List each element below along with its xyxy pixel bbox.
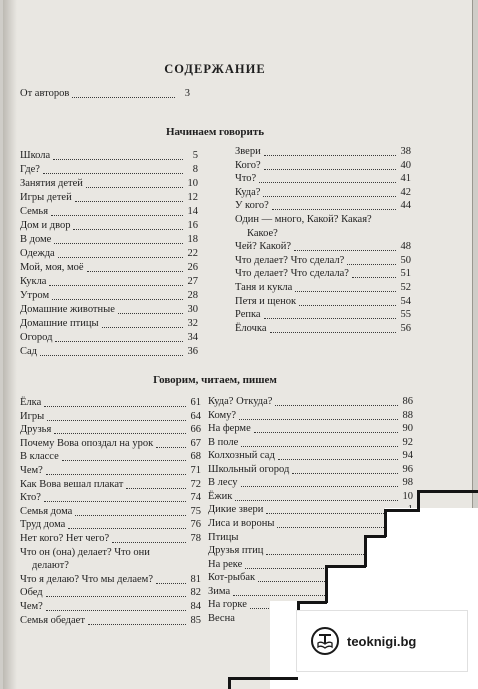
dot-leader [40, 355, 183, 356]
toc-entry-page: 41 [400, 173, 411, 185]
toc-entry [20, 411, 201, 423]
toc-entry-page: 81 [190, 573, 201, 585]
toc-entry [235, 160, 411, 172]
toc-entry-label: Игры [20, 410, 45, 422]
toc-entry-label: Игры детей [20, 192, 72, 203]
toc-entry-page: 36 [187, 346, 198, 357]
dot-leader [259, 182, 396, 183]
toc-entry-label: Где? [20, 164, 40, 175]
toc-entry-label: Семья дома [20, 505, 73, 517]
toc-entry-page: 14 [187, 206, 198, 217]
overlay-edge [418, 490, 478, 493]
dot-leader [235, 500, 398, 501]
toc-entry-label: Куда? Откуда? [208, 396, 273, 407]
toc-entry-label: Куда? [235, 186, 261, 198]
toc-entry-label: Звери [235, 146, 261, 157]
toc-entry-page: 55 [400, 309, 411, 321]
toc-entry [20, 533, 201, 545]
toc-entry-label: Как Вова вешал плакат [20, 478, 124, 490]
dot-leader [241, 486, 398, 487]
toc-entry-page: 78 [190, 533, 201, 544]
dot-leader [272, 209, 396, 210]
toc-entry-label: Мой, моя, моё [20, 262, 84, 273]
dot-leader [112, 542, 186, 543]
toc-entry-page: 51 [400, 268, 411, 280]
toc-entry-label: Дом и двор [20, 220, 71, 231]
toc-entry-label: Занятия детей [20, 178, 83, 189]
dot-leader [102, 327, 183, 328]
dot-leader [263, 196, 396, 197]
dot-leader [75, 201, 183, 202]
dot-leader [55, 341, 183, 342]
overlay-edge [228, 677, 298, 680]
toc-entry-page: 10 [187, 178, 198, 189]
toc-entry [235, 214, 411, 226]
toc-entry-label: Таня и кукла [235, 282, 293, 293]
toc-entry-label: Что делает? Что сделала? [235, 268, 349, 280]
dot-leader [43, 173, 183, 174]
dot-leader [46, 474, 186, 475]
overlay-edge [365, 535, 386, 538]
dot-leader [156, 447, 186, 448]
toc-entry-label: В доме [20, 234, 52, 245]
toc-entry [208, 491, 413, 503]
dot-leader [44, 501, 186, 502]
toc-entry-page: 66 [190, 424, 201, 436]
toc-entry [20, 332, 198, 344]
toc-entry-page: 64 [190, 410, 201, 422]
toc-entry-label: Кукла [20, 276, 47, 287]
overlay-edge [298, 601, 327, 604]
toc-entry-label: Чем? [20, 465, 43, 476]
toc-entry-page: 26 [187, 262, 198, 273]
toc-entry [235, 309, 411, 321]
toc-entry-page: 42 [400, 186, 411, 198]
toc-entry [20, 479, 201, 491]
toc-entry [20, 150, 198, 162]
toc-entry-label: Кому? [208, 409, 237, 421]
toc-entry-label: Школа [20, 150, 51, 161]
toc-entry-label: Что? [235, 173, 257, 185]
toc-entry-page: 40 [400, 159, 411, 171]
dot-leader [88, 624, 186, 625]
toc-entry [20, 451, 201, 463]
toc-entry [20, 346, 198, 358]
toc-entry-label: Что он (она) делает? Что они [20, 546, 150, 558]
dot-leader [295, 291, 396, 292]
toc-entry-label: Почему Вова опоздал на урок [20, 437, 154, 449]
toc-entry [235, 146, 411, 158]
toc-entry-label: Какое? [247, 227, 278, 239]
toc-entry-page: 88 [402, 409, 413, 421]
toc-entry-label: Лиса и вороны [208, 517, 275, 529]
toc-entry-label: От авторов [20, 88, 70, 99]
dot-leader [72, 97, 175, 98]
toc-entry-label: Одежда [20, 248, 55, 259]
toc-entry-label: Ёлочка [235, 322, 267, 334]
toc-entry [20, 587, 201, 599]
toc-entry-page: 12 [187, 192, 198, 203]
toc-entry-label: Репка [235, 309, 261, 321]
toc-entry-label: Кот-рыбак [208, 572, 256, 584]
dot-leader [54, 243, 183, 244]
page-title: СОДЕРЖАНИЕ [164, 62, 266, 76]
toc-entry [20, 438, 201, 450]
toc-entry-label: На реке [208, 558, 243, 570]
dot-leader [51, 215, 183, 216]
toc-entry [20, 276, 198, 288]
toc-entry-page: 18 [187, 234, 198, 245]
toc-entry-page: 8 [192, 164, 198, 175]
toc-entry-label: Школьный огород [208, 463, 290, 475]
teoknigi-logo [296, 610, 468, 672]
toc-entry-page: 92 [402, 436, 413, 448]
dot-leader [266, 513, 398, 514]
toc-entry-label: Зима [208, 585, 231, 597]
dot-leader [68, 528, 186, 529]
toc-entry-label: Кто? [20, 492, 41, 504]
toc-entry [20, 397, 201, 409]
toc-entry-label: Нет кого? Нет чего? [20, 533, 110, 544]
dot-leader [292, 473, 398, 474]
toc-entry [208, 464, 413, 476]
toc-entry-label: Друзья птиц [208, 545, 264, 557]
toc-entry [20, 615, 201, 627]
toc-entry [208, 437, 413, 449]
toc-entry [208, 423, 413, 435]
toc-entry-page: 3 [184, 88, 190, 99]
toc-entry-page: 27 [187, 276, 198, 287]
toc-entry [20, 164, 198, 176]
toc-entry [20, 547, 201, 559]
toc-entry-label: Петя и щенок [235, 295, 297, 307]
dot-leader [241, 446, 398, 447]
dot-leader [118, 313, 183, 314]
dot-leader [62, 460, 186, 461]
toc-entry [235, 296, 411, 308]
toc-entry-label: Ёлка [20, 397, 42, 408]
toc-entry [208, 410, 413, 422]
toc-entry [20, 601, 201, 613]
toc-entry-page: 68 [190, 451, 201, 463]
toc-entry-label: Утром [20, 290, 50, 301]
toc-entry-label: Птицы [208, 531, 239, 543]
toc-entry [208, 450, 413, 462]
dot-leader [275, 405, 398, 406]
dot-leader [299, 305, 396, 306]
toc-entry-label: Дикие звери [208, 504, 264, 516]
overlay-edge [325, 565, 328, 603]
toc-entry [235, 268, 411, 280]
toc-entry [20, 318, 198, 330]
toc-entry [20, 304, 198, 316]
dot-leader [58, 257, 183, 258]
toc-entry [235, 323, 411, 335]
toc-entry-page: 67 [190, 437, 201, 449]
dot-leader [87, 271, 183, 272]
overlay-edge [326, 565, 366, 568]
toc-entry [20, 220, 198, 232]
toc-entry [20, 519, 201, 531]
toc-entry [20, 465, 201, 477]
toc-entry [235, 282, 411, 294]
toc-entry-page: 5 [192, 150, 198, 161]
toc-entry [20, 262, 198, 274]
toc-entry-page: 98 [402, 477, 413, 489]
toc-entry-label: На ферме [208, 423, 251, 435]
dot-leader [73, 229, 183, 230]
overlay-edge [364, 535, 367, 567]
toc-entry-label: делают? [32, 560, 69, 572]
toc-entry-label: Весна [208, 612, 235, 624]
toc-entry-page: 22 [187, 248, 198, 259]
toc-entry [235, 200, 411, 212]
toc-entry-label: В классе [20, 451, 59, 463]
toc-entry-label: В поле [208, 436, 239, 448]
toc-entry-page: 86 [402, 396, 413, 407]
toc-entry-page: 52 [400, 282, 411, 293]
section-title-2: Говорим, читаем, пишем [153, 374, 277, 386]
toc-entry-label: Сад [20, 346, 38, 357]
toc-entry [208, 477, 413, 489]
toc-entry-page: 34 [187, 332, 198, 343]
toc-entry [20, 492, 201, 504]
toc-entry [235, 255, 411, 267]
toc-entry-page: 96 [402, 463, 413, 475]
toc-entry-page: 84 [190, 601, 201, 612]
dot-leader [254, 432, 398, 433]
toc-entry [208, 504, 413, 516]
dot-leader [47, 420, 186, 421]
toc-entry [20, 178, 198, 190]
toc-entry-label: Кого? [235, 159, 261, 171]
toc-entry-label: Семья [20, 206, 49, 217]
toc-entry-page: 48 [400, 241, 411, 253]
dot-leader [46, 596, 186, 597]
dot-leader [53, 159, 183, 160]
toc-entry-label: Друзья [20, 424, 52, 436]
dot-leader [46, 610, 186, 611]
dot-leader [264, 318, 396, 319]
toc-entry-label: Обед [20, 587, 43, 599]
toc-entry-label: Что делает? Что сделал? [235, 254, 345, 266]
overlay-edge [384, 509, 387, 537]
toc-entry-intro [20, 88, 190, 100]
dot-leader [294, 250, 396, 251]
toc-entry-label: На горке [208, 599, 247, 611]
toc-entry-label: Домашние животные [20, 304, 115, 315]
toc-entry-label: Колхозный сад [208, 450, 275, 462]
dot-leader [352, 277, 396, 278]
toc-entry-page: 75 [190, 505, 201, 517]
dot-leader [278, 459, 398, 460]
toc-entry-page: 38 [400, 146, 411, 157]
dot-leader [239, 419, 398, 420]
toc-entry-page: 85 [190, 614, 201, 626]
toc-entry [20, 206, 198, 218]
toc-entry-page: 94 [402, 450, 413, 462]
toc-entry-label: Семья обедает [20, 614, 85, 626]
dot-leader [264, 169, 396, 170]
toc-entry [20, 424, 201, 436]
toc-entry-label: Один — много, Какой? Какая? [235, 214, 372, 225]
toc-entry-page: 30 [187, 304, 198, 315]
toc-entry-page: 72 [190, 478, 201, 490]
toc-entry [235, 241, 411, 253]
toc-entry [235, 173, 411, 185]
toc-entry-page: 76 [190, 519, 201, 531]
toc-entry-page: 61 [190, 397, 201, 408]
toc-entry-page: 71 [190, 465, 201, 476]
dot-leader [54, 433, 186, 434]
overlay-edge [385, 509, 419, 512]
toc-entry [20, 248, 198, 260]
toc-entry-label: В лесу [208, 477, 238, 489]
toc-entry-page: 44 [400, 200, 411, 212]
toc-entry-label: У кого? [235, 200, 269, 212]
dot-leader [347, 264, 396, 265]
toc-entry-label: Ёжик [208, 490, 233, 502]
toc-entry [20, 574, 201, 586]
toc-entry-page: 90 [402, 423, 413, 435]
toc-entry-page: 82 [190, 587, 201, 599]
toc-entry-page: 54 [400, 295, 411, 307]
toc-entry-page: 10 [402, 490, 413, 502]
dot-leader [86, 187, 183, 188]
toc-entry [20, 234, 198, 246]
dot-leader [126, 488, 186, 489]
toc-entry-page: 50 [400, 254, 411, 266]
toc-entry-label: Огород [20, 332, 53, 343]
section-title-1: Начинаем говорить [165, 126, 265, 138]
toc-entry-page: 56 [400, 322, 411, 334]
dot-leader [44, 406, 186, 407]
toc-entry-page: 32 [187, 318, 198, 329]
dot-leader [156, 583, 186, 584]
toc-entry-label: Домашние птицы [20, 318, 99, 329]
toc-entry-page: 28 [187, 290, 198, 301]
toc-entry-label: Труд дома [20, 519, 66, 531]
toc-entry-label: Что я делаю? Что мы делаем? [20, 573, 153, 585]
toc-entry [208, 396, 413, 408]
dot-leader [277, 527, 398, 528]
book-t-icon [311, 627, 339, 655]
dot-leader [75, 515, 186, 516]
toc-entry [235, 187, 411, 199]
toc-entry [208, 518, 413, 530]
toc-entry-page: 74 [190, 492, 201, 504]
dot-leader [49, 285, 183, 286]
toc-entry-page: 16 [187, 220, 198, 231]
dot-leader [52, 299, 183, 300]
toc-entry [20, 192, 198, 204]
toc-entry [20, 290, 198, 302]
dot-leader [270, 332, 396, 333]
watermark-text: teoknigi.bg [347, 633, 417, 649]
toc-entry-label: Чем? [20, 601, 43, 612]
dot-leader [264, 155, 396, 156]
toc-entry-label: Чей? Какой? [235, 241, 292, 253]
toc-entry [20, 506, 201, 518]
